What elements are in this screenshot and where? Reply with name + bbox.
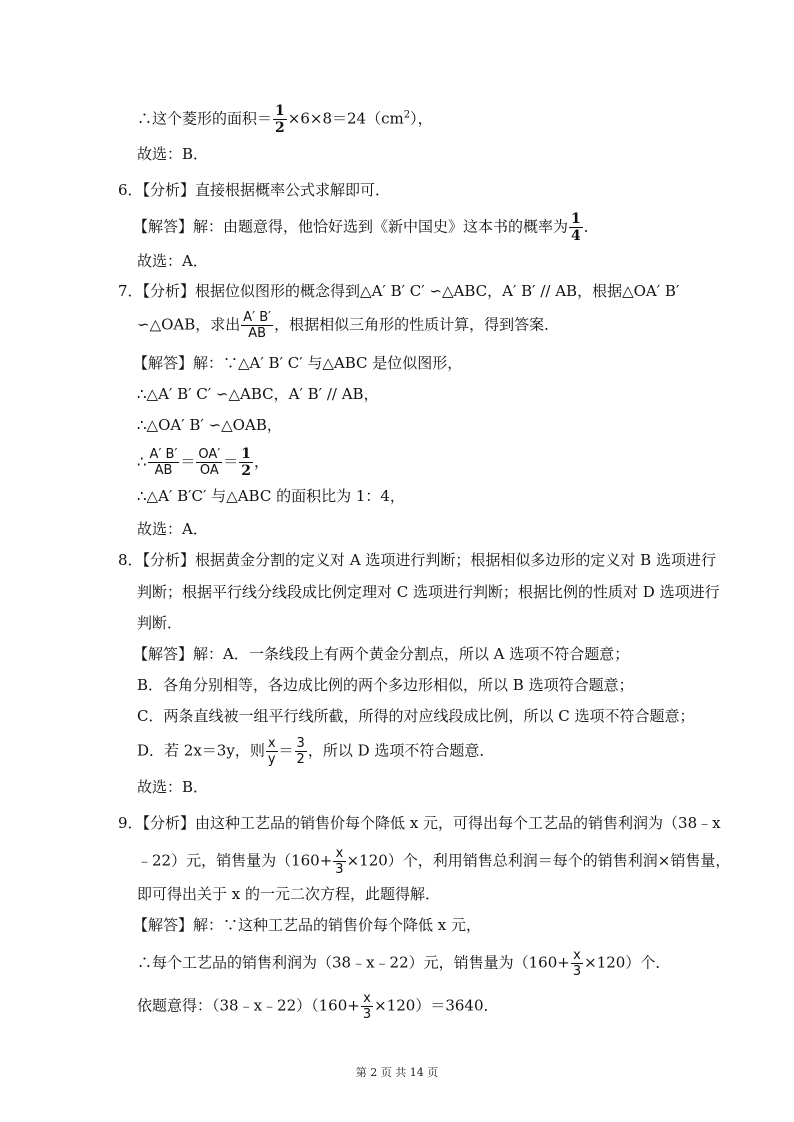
q6-analysis: 6．【分析】直接根据概率公式求解即可． xyxy=(118,181,391,199)
fraction-ab-ratio: $\frac{A' B'}{AB}$ xyxy=(149,447,178,478)
q6-answer: 故选：A． xyxy=(137,252,208,270)
fraction-three-halves: $\frac{3}{2}$ xyxy=(296,736,305,767)
q8-option-c: C．两条直线被一组平行线所截，所得的对应线段成比例，所以 C 选项不符合题意； xyxy=(137,707,695,725)
q9-analysis: 9．【分析】由这种工艺品的销售价每个降低 x 元，可得出每个工艺品的销售利润为（38﹣x xyxy=(118,814,721,832)
rhombus-area-line xyxy=(137,104,433,135)
q8-analysis-cont: 判断；根据平行线分线段成比例定理对 C 选项进行判断；根据比例的性质对 D 选项进行 xyxy=(137,583,720,601)
q8-solution: 【解答】解：A．一条线段上有两个黄金分割点，所以 A 选项不符合题意； xyxy=(133,645,630,663)
superscript: 2 xyxy=(403,109,411,121)
q7-analysis: 7．【分析】根据位似图形的概念得到△A′ B′ C′ ∽△ABC，A′ B′ // AB，根据△OA′ B′ xyxy=(118,282,680,300)
q7-step: ∴△OA′ B′ ∽△OAB， xyxy=(137,416,282,434)
fraction-x-over-3: $\frac{x}{3}$ xyxy=(362,991,372,1022)
q9-equation: 依题意得：（38﹣x﹣22）（160+ $\frac{x}{3}$ ×120）＝3640． xyxy=(137,991,499,1022)
q9-analysis-cont: ﹣22）元，销售量为（160+ $\frac{x}{3}$ ×120）个，利用销售总利润＝每个的销售利润×销售量， xyxy=(137,846,731,877)
fraction-ab-ratio: $\frac{A' B'}{AB}$ xyxy=(243,310,272,341)
q7-analysis-cont: ∽△OAB，求出 $\frac{A' B'}{AB}$ ，根据相似三角形的性质计算，得到答案． xyxy=(137,310,560,341)
q9-step: ∴每个工艺品的销售利润为（38﹣x﹣22）元，销售量为（160+ $\frac{x}{3}$ ×120）个． xyxy=(137,948,671,979)
fraction-x-over-3: $\frac{x}{3}$ xyxy=(572,948,582,979)
fraction-one-half: $\frac{1}{2}$ xyxy=(275,103,285,136)
fraction-x-over-y: $\frac{x}{y}$ xyxy=(267,736,276,767)
text: ∴这个菱形的面积＝ xyxy=(137,109,273,128)
q9-analysis-cont: 即可得出关于 x 的一元二次方程，此题得解． xyxy=(137,885,440,903)
fraction-x-over-3: $\frac{x}{3}$ xyxy=(335,846,344,877)
text: ×6×8＝24（cm xyxy=(287,109,404,128)
q7-ratio-equation: ∴ $\frac{A' B'}{AB}$ ＝ $\frac{OA'}{OA}$ ＝ $\frac{1}{2}$ ， xyxy=(137,446,270,479)
text: ）， xyxy=(410,109,433,128)
q7-step: ∴△A′ B′ C′ ∽△ABC，A′ B′ // AB， xyxy=(137,385,379,403)
answer-line: 故选：B． xyxy=(137,145,209,163)
q6-solution: 【解答】解：由题意得，他恰好选到《新中国史》这本书的概率为 $\frac{1}{4}$ ． xyxy=(133,211,599,244)
q8-analysis: 8．【分析】根据黄金分割的定义对 A 选项进行判断；根据相似多边形的定义对 B 选项进行 xyxy=(118,551,716,569)
fraction-one-half: $\frac{1}{2}$ xyxy=(241,446,252,479)
q8-option-b: B．各角分别相等，各边成比例的两个多边形相似，所以 B 选项符合题意； xyxy=(137,676,634,694)
fraction-one-quarter: $\frac{1}{4}$ xyxy=(571,211,581,244)
page-footer: 第 2 页 共 14 页 xyxy=(355,1066,439,1079)
fraction-oa-ratio: $\frac{OA'}{OA}$ xyxy=(198,447,221,478)
q7-solution: 【解答】解：∵△A′ B′ C′ 与△ABC 是位似图形， xyxy=(133,354,463,372)
q7-answer: 故选：A． xyxy=(137,520,208,538)
q8-option-d: D．若 2x＝3y，则 $\frac{x}{y}$ ＝ $\frac{3}{2}$ ，所以 D 选项不符合题意． xyxy=(137,736,495,767)
q9-solution: 【解答】解：∵这种工艺品的销售价每个降低 x 元， xyxy=(133,916,481,934)
q8-answer: 故选：B． xyxy=(137,778,209,796)
q8-analysis-cont: 判断． xyxy=(137,614,183,632)
q7-step: ∴△A′ B′C′ 与△ABC 的面积比为 1：4， xyxy=(137,487,405,505)
